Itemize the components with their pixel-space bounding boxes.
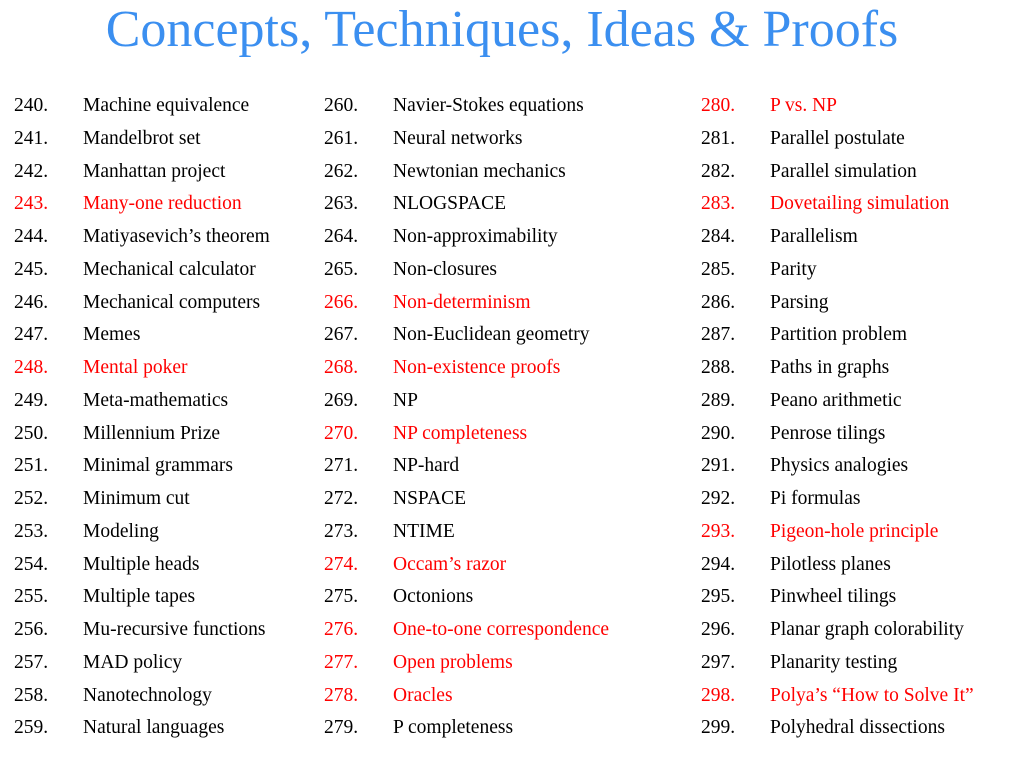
item-label: Navier-Stokes equations [393,95,584,116]
item-label: Neural networks [393,127,523,149]
list-item [701,287,974,320]
item-number: 287. [701,324,736,346]
list-item [324,123,609,156]
item-number: 266. [324,291,359,313]
item-number: 291. [701,455,736,477]
item-number: 271. [324,455,359,477]
list-item [14,352,270,385]
item-label: Occam’s razor [393,553,507,575]
list-item [14,287,270,320]
item-label: Paths in graphs [770,357,890,378]
item-label: Pilotless planes [770,553,891,575]
list-item [324,483,609,516]
item-label: Many-one reduction [83,193,242,215]
page-title: Concepts, Techniques, Ideas & Proofs [105,1,899,58]
item-number: 298. [701,684,736,706]
item-number: 259. [14,717,49,739]
item-label: Mandelbrot set [83,127,201,149]
list-item [324,614,609,647]
item-number: 283. [701,193,736,215]
list-item [14,581,270,614]
list-item [701,123,974,156]
list-item [14,712,270,745]
item-label: NSPACE [393,488,466,509]
item-number: 273. [324,520,359,542]
item-label: Parallel postulate [770,127,905,149]
list-item [701,254,974,287]
topic-column-3 [701,90,974,745]
item-number: 296. [701,619,736,640]
list-item [701,188,974,221]
list-item [324,352,609,385]
item-label: Non-approximability [393,226,558,247]
item-number: 294. [701,553,736,575]
list-item [14,418,270,451]
topic-column-2 [324,90,609,745]
item-number: 255. [14,586,49,608]
list-item [324,712,609,745]
item-label: Non-existence proofs [393,357,561,378]
list-item [324,516,609,549]
item-label: Parity [770,258,817,280]
item-label: NTIME [393,520,455,542]
item-number: 247. [14,324,49,346]
item-number: 261. [324,127,359,149]
item-number: 260. [324,95,359,116]
list-item [324,221,609,254]
list-item [701,156,974,189]
item-number: 253. [14,520,49,542]
item-number: 269. [324,389,359,411]
item-label: Parallelism [770,226,858,247]
item-number: 267. [324,324,359,346]
list-item [324,450,609,483]
item-label: Oracles [393,684,453,706]
list-item [324,680,609,713]
list-item [701,680,974,713]
list-item [324,90,609,123]
item-label: Multiple tapes [83,586,196,608]
item-label: Manhattan project [83,160,226,182]
item-number: 251. [14,455,49,477]
item-number: 284. [701,226,736,247]
item-number: 245. [14,258,49,280]
item-label: One-to-one correspondence [393,619,610,640]
item-label: NP completeness [393,422,528,444]
list-item [701,385,974,418]
item-number: 265. [324,258,359,280]
item-number: 272. [324,488,359,509]
item-number: 244. [14,226,49,247]
item-number: 275. [324,586,359,608]
list-item [701,319,974,352]
item-number: 278. [324,684,359,706]
item-label: Polyhedral dissections [770,717,945,739]
list-item [324,254,609,287]
list-item [324,287,609,320]
item-label: NP-hard [393,455,460,477]
list-item [324,385,609,418]
item-number: 288. [701,357,736,378]
item-label: Planar graph colorability [770,619,964,640]
item-label: P completeness [393,717,514,739]
item-label: Partition problem [770,324,908,346]
list-item [701,712,974,745]
item-label: Mental poker [83,357,188,378]
item-label: Parsing [770,291,829,313]
item-label: Open problems [393,651,513,673]
item-number: 240. [14,95,49,116]
item-number: 246. [14,291,49,313]
item-label: Pigeon-hole principle [770,520,939,542]
item-number: 241. [14,127,49,149]
item-label: Penrose tilings [770,422,886,444]
list-item [14,516,270,549]
list-item [14,188,270,221]
list-item [14,483,270,516]
item-label: Newtonian mechanics [393,160,566,182]
item-number: 295. [701,586,736,608]
item-number: 293. [701,520,736,542]
item-number: 252. [14,488,49,509]
list-item [701,516,974,549]
list-item [701,418,974,451]
list-item [324,319,609,352]
item-number: 243. [14,193,49,215]
item-number: 248. [14,357,49,378]
item-number: 299. [701,717,736,739]
list-item [14,614,270,647]
item-number: 242. [14,160,49,182]
item-label: Minimal grammars [83,455,234,477]
item-label: Pinwheel tilings [770,586,897,608]
item-number: 297. [701,651,736,673]
item-label: NLOGSPACE [393,193,507,215]
item-label: Non-closures [393,258,497,280]
list-item [324,156,609,189]
list-item [324,647,609,680]
list-item [324,188,609,221]
item-label: MAD policy [83,651,183,673]
list-item [701,549,974,582]
item-label: Matiyasevich’s theorem [83,226,270,247]
item-number: 256. [14,619,49,640]
item-number: 254. [14,553,49,575]
item-label: Mechanical computers [83,291,261,313]
list-item [324,581,609,614]
list-item [14,156,270,189]
item-number: 289. [701,389,736,411]
item-label: Natural languages [83,717,225,739]
item-label: Polya’s “How to Solve It” [770,684,974,706]
list-item [14,90,270,123]
topic-column-1 [14,90,270,745]
item-label: Millennium Prize [83,422,221,444]
item-number: 292. [701,488,736,509]
item-number: 276. [324,619,359,640]
item-label: Machine equivalence [83,95,250,116]
list-item [701,483,974,516]
item-label: P vs. NP [770,95,838,116]
list-item [701,450,974,483]
item-number: 268. [324,357,359,378]
list-item [14,319,270,352]
item-number: 290. [701,422,736,444]
list-item [324,549,609,582]
item-number: 264. [324,226,359,247]
item-number: 285. [701,258,736,280]
item-number: 277. [324,651,359,673]
item-number: 257. [14,651,49,673]
list-item [701,614,974,647]
item-label: Memes [83,324,141,346]
item-number: 281. [701,127,736,149]
item-number: 280. [701,95,736,116]
item-label: Modeling [83,520,159,542]
item-label: Octonions [393,586,474,608]
item-label: Planarity testing [770,651,898,673]
list-item [14,680,270,713]
item-label: Non-determinism [393,291,531,313]
item-label: Mechanical calculator [83,258,256,280]
item-number: 274. [324,553,359,575]
item-number: 263. [324,193,359,215]
item-label: Nanotechnology [83,684,212,706]
list-item [14,221,270,254]
item-label: Mu-recursive functions [83,619,266,640]
list-item [14,450,270,483]
item-number: 250. [14,422,49,444]
list-item [14,549,270,582]
list-item [701,647,974,680]
list-item [14,123,270,156]
list-item [701,90,974,123]
item-number: 258. [14,684,49,706]
list-item [701,221,974,254]
item-label: Physics analogies [770,455,909,477]
item-label: Parallel simulation [770,160,917,182]
list-item [14,254,270,287]
item-label: Non-Euclidean geometry [393,324,590,346]
item-label: Dovetailing simulation [770,193,950,215]
item-label: Multiple heads [83,553,200,575]
item-label: Pi formulas [770,488,861,509]
list-item [14,385,270,418]
item-number: 279. [324,717,359,739]
list-item [324,418,609,451]
item-number: 286. [701,291,736,313]
item-number: 249. [14,389,49,411]
item-label: Minimum cut [83,488,190,509]
list-item [14,647,270,680]
item-number: 282. [701,160,736,182]
list-item [701,581,974,614]
list-item [701,352,974,385]
item-label: Meta-mathematics [83,389,229,411]
item-label: Peano arithmetic [770,389,902,411]
item-label: NP [393,389,418,411]
item-number: 262. [324,160,359,182]
item-number: 270. [324,422,359,444]
